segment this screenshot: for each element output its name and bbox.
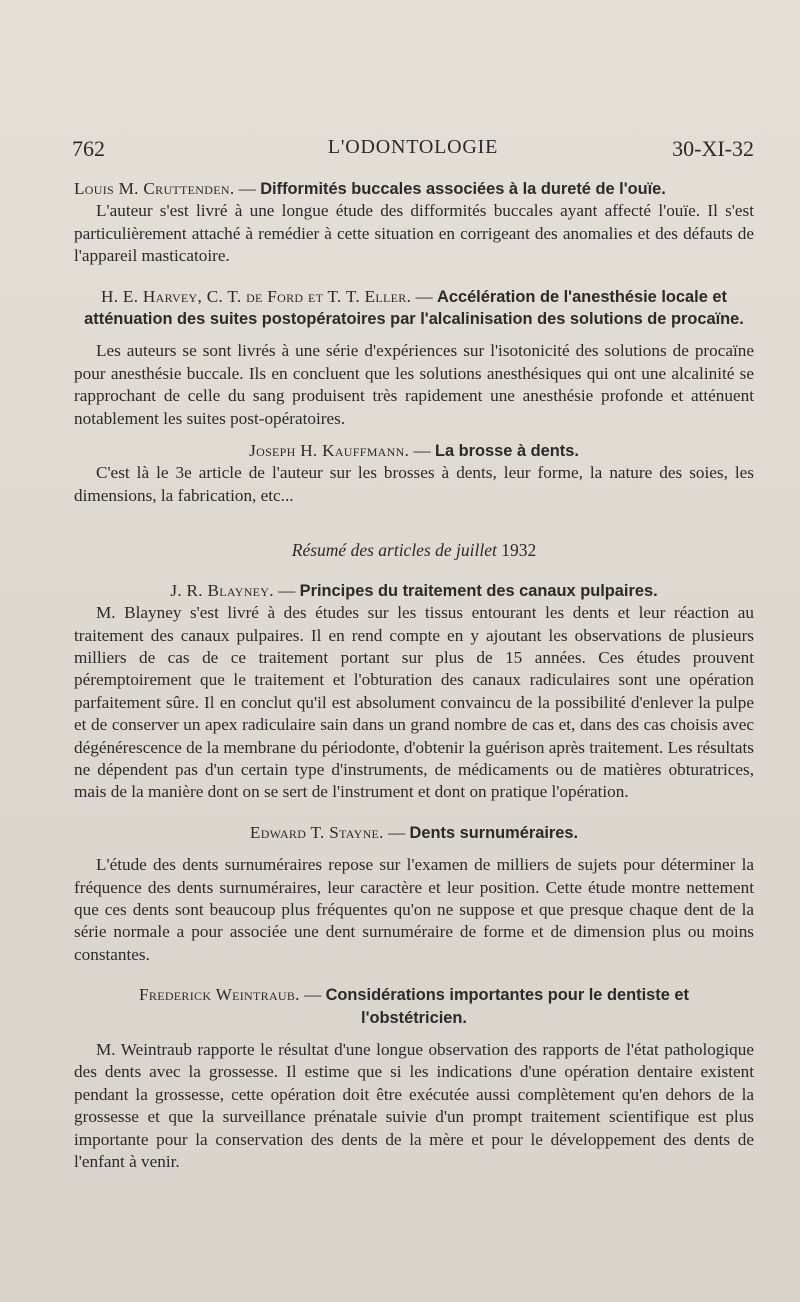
entry-heading [74,580,754,602]
entry-title: La brosse à dents. [434,442,579,461]
entry-author: Joseph H. Kauffmann. [249,441,410,461]
section-heading [74,539,754,561]
entry-text: M. Weintraub rapporte le résultat d'une longue observation des rapports de l'état pathologique des dents avec la grossesse. Il estime que si les indications d'une opération dentaire existent pendant la grossesse, cette opération doit être exécutée aussi complètement qu'en dehors de la grossesse et que la surveillance prénatale suivie d'un prompt traitement scientifique est plus importante pour la conservation des dents de la mère et pour le développement des dents de l'enfant à venir. [74,1040,754,1172]
entry-author: J. R. Blayney. [170,580,274,600]
entry-heading [74,178,754,200]
entry-author: Frederick Weintraub. [139,985,300,1005]
section-year: 1932 [501,540,537,561]
entry-separator: — [234,179,261,198]
page-number: 762 [72,136,105,161]
issue-date: 30-XI-32 [672,136,754,161]
entry-title: Principes du traitement des canaux pulpaires. [299,581,658,600]
entry-title: Accélération de l'anesthésie locale et atténuation des suites postopératoires par l'alcalinisation des solutions de procaïne. [84,287,744,329]
entry-heading [74,286,754,331]
running-header [72,136,754,166]
entry-separator: — [273,580,300,600]
entry-heading [74,984,754,1029]
entry-separator: — [411,286,437,306]
entry-separator: — [299,985,326,1005]
entry-author: H. E. Harvey, C. T. de Ford et T. T. Eller. [101,286,412,306]
entry-title: Dents surnuméraires. [409,823,579,842]
entry-title: Considérations importantes pour le dentiste et l'obstétricien. [325,986,689,1027]
entry-author: Edward T. Stayne. [249,822,384,842]
entry-separator: — [409,441,435,461]
entry-text: L'étude des dents surnuméraires repose sur l'examen de milliers de sujets pour déterminer la fréquence des dents surnuméraires, leur caractère et leur position. Cette étude montre nettement que ces dents sont beaucoup plus fréquentes qu'on ne suppose et que presque chaque dent de la série normale a pour associée une dent surnuméraire de forme et de dimension plus ou moins constantes. [74,855,754,964]
article-body [74,178,754,1173]
entry-text: Les auteurs se sont livrés à une série d'expériences sur l'isotonicité des solutions de procaïne pour anesthésie buccale. Ils en concluent que les solutions anesthésiques qui ont une alcalinité se rapprochant de celle du sang produisent très rapidement une anesthésie profonde et atténuent notablement les suites post-opératoires. [74,341,754,428]
entry-text: M. Blayney s'est livré à des études sur les tissus entourant les dents et leur réaction au traitement des canaux pulpaires. Il en rend compte en y ajoutant les observations de plusieurs milliers de cas de ce traitement portant sur plus de 15 années. Ces études prouvent péremptoirement que le traitement et l'obturation des canaux radiculaires sont une opération parfaitement sûre. Il en conclut qu'il est absolument convaincu de la possibilité d'enlever la pulpe et de conserver un apex radiculaire sain dans un grand nombre de cas et, dans des cas choisis avec dégénérescence de la membrane du périodonte, d'obtenir la guérison après traitement. Les résultats ne dépendent pas d'un certain type d'instruments, de médicaments ou de matières obturatrices, mais de la manière dont on se sert de l'instrument et dont on pratique l'opération. [74,603,754,802]
entry-heading [74,822,754,844]
entry-separator: — [383,822,410,842]
entry-title: Difformités buccales associées à la dureté de l'ouïe. [260,180,666,198]
entry-text: C'est là le 3e article de l'auteur sur les brosses à dents, leur forme, la nature des soies, les dimensions, la fabrication, etc... [74,463,754,505]
entry-author: Louis M. Cruttenden. [74,179,235,198]
section-label: Résumé des articles de juillet [291,540,497,561]
entry-text: L'auteur s'est livré à une longue étude des difformités buccales ayant affecté l'ouïe. Il s'est particulièrement attaché à remédier à cette situation en corrigeant des anomalies et des défauts de l'appareil masticatoire. [74,201,754,266]
entry-heading [74,440,754,462]
journal-title: L'ODONTOLOGIE [327,136,499,158]
